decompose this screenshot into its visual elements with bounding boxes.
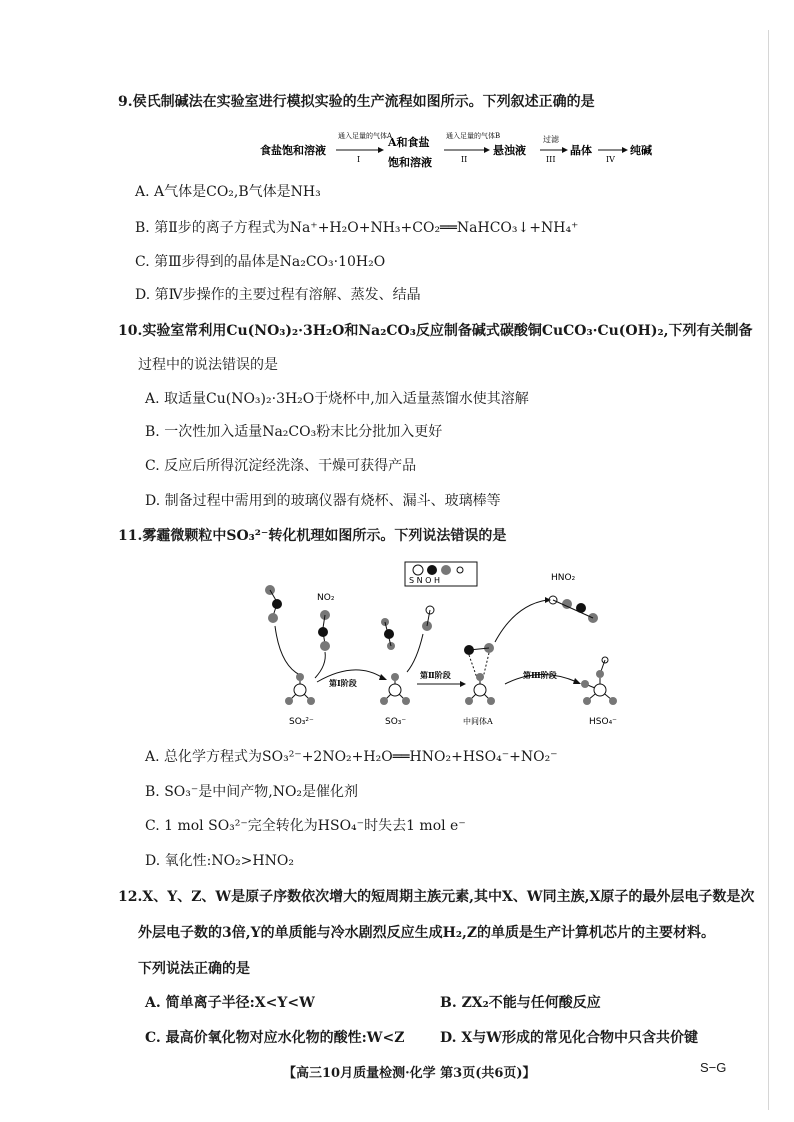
label-so3-2: SO₃²⁻ (289, 717, 314, 727)
arrow-no2-out (315, 652, 325, 678)
flow-arrow1-bottom: I (357, 155, 361, 164)
page-footer: 【高三10月质量检测·化学 第3页(共6页)】 (283, 1066, 536, 1081)
q12-stem-line3: 下列说法正确的是 (138, 961, 250, 977)
q11-option-d: D. 氧化性:NO₂>HNO₂ (145, 853, 294, 869)
q12-option-c: C. 最高价氧化物对应水化物的酸性:W<Z (145, 1030, 405, 1046)
q12-option-a: A. 简单离子半径:X<Y<W (145, 995, 315, 1011)
q11-option-b: B. SO₃⁻是中间产物,NO₂是催化剂 (145, 784, 359, 800)
hso4-molecule (581, 657, 617, 705)
q11-option-c: C. 1 mol SO₃²⁻完全转化为HSO₄⁻时失去1 mol e⁻ (145, 818, 466, 834)
label-mid: 中间体A (463, 717, 493, 726)
scan-edge-line (768, 30, 769, 1110)
flow-start: 食盐饱和溶液 (260, 144, 326, 157)
q9-flow-diagram (260, 126, 740, 178)
q10-option-a: A. 取适量Cu(NO₃)₂·3H₂O于烧杯中,加入适量蒸馏水使其溶解 (145, 391, 529, 407)
no2-label: NO₂ (317, 593, 335, 603)
stage1-label: 第Ⅰ阶段 (329, 678, 357, 688)
legend-s-atom (413, 565, 423, 575)
q12-stem-line2: 外层电子数的3倍,Y的单质能与冷水剧烈反应生成H₂,Z的单质是生产计算机芯片的主要材料。 (138, 925, 716, 941)
hno2-label: HNO₂ (551, 573, 576, 583)
q10-stem-line1: 10.实验室常利用Cu(NO₃)₂·3H₂O和Na₂CO₃反应制备碱式碳酸铜CuCO₃·Cu(OH)₂,下列有关制备 (118, 323, 753, 339)
flow-product: 纯碱 (630, 144, 652, 157)
q9-option-c: C. 第Ⅲ步得到的晶体是Na₂CO₃·10H₂O (135, 254, 386, 270)
q10-stem-line2: 过程中的说法错误的是 (138, 357, 278, 373)
page-code: S−G (700, 1060, 727, 1075)
q9-option-d: D. 第Ⅳ步操作的主要过程有溶解、蒸发、结晶 (135, 287, 421, 303)
q10-option-d: D. 制备过程中需用到的玻璃仪器有烧杯、漏斗、玻璃棒等 (145, 493, 501, 509)
legend-text: S N O H (409, 576, 441, 585)
q12-option-d: D. X与W形成的常见化合物中只含共价键 (440, 1030, 698, 1046)
q12-option-b: B. ZX₂不能与任何酸反应 (440, 995, 601, 1011)
legend-h-atom (457, 567, 463, 573)
so3-2-molecule (285, 673, 315, 705)
flow-arrow4-bottom: IV (606, 155, 615, 164)
q9-option-b: B. 第Ⅱ步的离子方程式为Na⁺+H₂O+NH₃+CO₂══NaHCO₃↓+NH₄⁺ (135, 220, 579, 236)
q11-mechanism-diagram (255, 560, 625, 730)
flow-arrow3-bottom: III (546, 155, 556, 164)
flow-arrow3-top: 过滤 (543, 135, 559, 144)
q9-stem: 9.侯氏制碱法在实验室进行模拟实验的生产流程如图所示。下列叙述正确的是 (118, 94, 595, 110)
legend-n-atom (427, 565, 437, 575)
q9-option-a: A. A气体是CO₂,B气体是NH₃ (135, 184, 321, 200)
flow-mid-top: A和食盐 (388, 136, 430, 149)
stage3-label: 第Ⅲ阶段 (523, 670, 557, 680)
q12-stem-line1: 12.X、Y、Z、W是原子序数依次增大的短周期主族元素,其中X、W同主族,X原子的最外层电子数是次 (118, 889, 755, 905)
flow-susp: 悬浊液 (493, 144, 526, 157)
flow-arrow1-top: 通入足量的气体A (338, 132, 393, 140)
label-hso4: HSO₄⁻ (589, 717, 617, 727)
legend-o-atom (441, 565, 451, 575)
no2-o2 (268, 613, 278, 623)
flow-arrow2-top: 通入足量的气体B (446, 132, 501, 140)
label-so3: SO₃⁻ (385, 717, 407, 727)
q10-option-c: C. 反应后所得沉淀经洗涤、干燥可获得产品 (145, 458, 417, 474)
q10-option-b: B. 一次性加入适量Na₂CO₃粉末比分批加入更好 (145, 424, 443, 440)
q11-option-a: A. 总化学方程式为SO₃²⁻+2NO₂+H₂O══HNO₂+HSO₄⁻+NO₂⁻ (145, 749, 558, 765)
q11-stem: 11.雾霾微颗粒中SO₃²⁻转化机理如图所示。下列说法错误的是 (118, 528, 507, 544)
flow-mid-bottom: 饱和溶液 (388, 156, 432, 169)
stage2-label: 第Ⅱ阶段 (420, 670, 451, 680)
flow-arrow2-bottom: II (461, 155, 468, 164)
flow-crystal: 晶体 (570, 144, 592, 157)
intermediate-a-molecule (464, 643, 495, 705)
arrow-no2-in (275, 626, 300, 675)
